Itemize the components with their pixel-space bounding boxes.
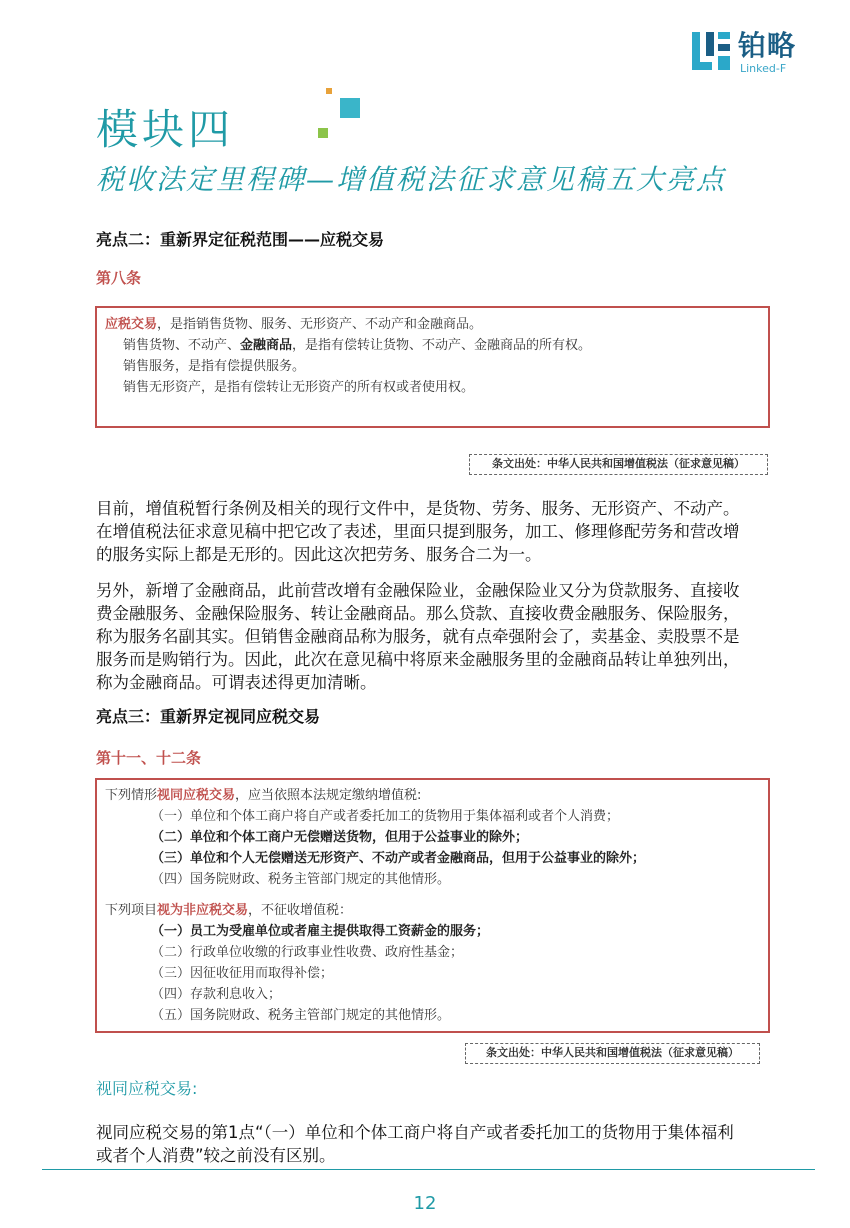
quote-line: 应税交易，是指销售货物、服务、无形资产、不动产和金融商品。 bbox=[105, 317, 483, 332]
quote-line: （一）员工为受雇单位或者雇主提供取得工资薪金的服务； bbox=[151, 924, 490, 939]
article-label-11-12: 第十一、十二条 bbox=[96, 749, 202, 767]
logo-text-en: Linked-F bbox=[740, 62, 787, 75]
quote-line: （二）单位和个体工商户无偿赠送货物，但用于公益事业的除外； bbox=[151, 830, 529, 845]
paragraph-deemed-taxable: 视同应税交易的第1点“（一）单位和个体工商户将自产或者委托加工的货物用于集体福利 或者个人消费”较之前没有区别。 bbox=[96, 1123, 734, 1165]
quote-line: （四）存款利息收入； bbox=[151, 987, 282, 1002]
quote-line: （三）因征收征用而取得补偿； bbox=[151, 966, 334, 981]
brand-logo bbox=[692, 30, 812, 76]
page-number: 12 bbox=[413, 1193, 437, 1214]
section-heading-highlight-2: 亮点二：重新界定征税范围——应税交易 bbox=[96, 230, 385, 249]
paragraph-current-rules: 目前，增值税暂行条例及相关的现行文件中，是货物、劳务、服务、无形资产、不动产。 在增值税法征求意见稿中把它改了表述，里面只提到服务，加工、修理修配劳务和营改增 的服务实际上都是无形的。因此这次把劳务、服务合二为一。 bbox=[96, 499, 740, 564]
law-quote-box-article-11-12 bbox=[95, 778, 770, 1033]
quote-line: （五）国务院财政、税务主管部门规定的其他情形。 bbox=[151, 1008, 451, 1023]
module-title: 模块四 bbox=[96, 105, 235, 154]
quote-line: 下列情形视同应税交易，应当依照本法规定缴纳增值税: bbox=[105, 788, 422, 803]
article-label-8: 第八条 bbox=[96, 269, 142, 287]
section-heading-highlight-3: 亮点三：重新界定视同应税交易 bbox=[96, 707, 321, 726]
quote-line: （三）单位和个人无偿赠送无形资产、不动产或者金融商品，但用于公益事业的除外； bbox=[151, 851, 646, 866]
law-quote-box-article-8 bbox=[95, 306, 770, 428]
decorative-squares-icon bbox=[318, 88, 366, 143]
quote-line: （一）单位和个体工商户将自产或者委托加工的货物用于集体福利或者个人消费； bbox=[151, 809, 620, 824]
quote-line: 销售无形资产，是指有偿转让无形资产的所有权或者使用权。 bbox=[123, 380, 475, 395]
logo-mark-icon bbox=[692, 32, 730, 70]
quote-line: 销售服务，是指有偿提供服务。 bbox=[123, 359, 306, 374]
paragraph-financial-products: 另外，新增了金融商品，此前营改增有金融保险业，金融保险业又分为贷款服务、直接收 费金融服务、金融保险服务、转让金融商品。那么贷款、直接收费金融服务、保险服务， 称为服务名副其实。但销售金融商品称为服务，就有点牵强附会了，卖基金、卖股票不是 服务而是购销行为。因此，此次在意见稿中将原来金融服务里的金融商品转让单独列出， 称为金融商品。可谓表述得更加清晰。 bbox=[96, 581, 740, 692]
sub-heading-deemed-taxable: 视同应税交易: bbox=[96, 1079, 198, 1098]
source-citation: 条文出处：中华人民共和国增值税法（征求意见稿） bbox=[469, 454, 768, 475]
quote-line: 下列项目视为非应税交易，不征收增值税： bbox=[105, 903, 353, 918]
quote-line: 销售货物、不动产、金融商品，是指有偿转让货物、不动产、金融商品的所有权。 bbox=[123, 338, 592, 353]
quote-line: （二）行政单位收缴的行政事业性收费、政府性基金； bbox=[151, 945, 464, 960]
footer-divider bbox=[42, 1169, 815, 1170]
spacer bbox=[105, 890, 760, 900]
page-subtitle: 税收法定里程碑—增值税法征求意见稿五大亮点 bbox=[96, 163, 727, 196]
source-citation: 条文出处：中华人民共和国增值税法（征求意见稿） bbox=[465, 1043, 760, 1064]
logo-text-cn: 铂略 bbox=[738, 29, 797, 62]
quote-line: （四）国务院财政、税务主管部门规定的其他情形。 bbox=[151, 872, 451, 887]
